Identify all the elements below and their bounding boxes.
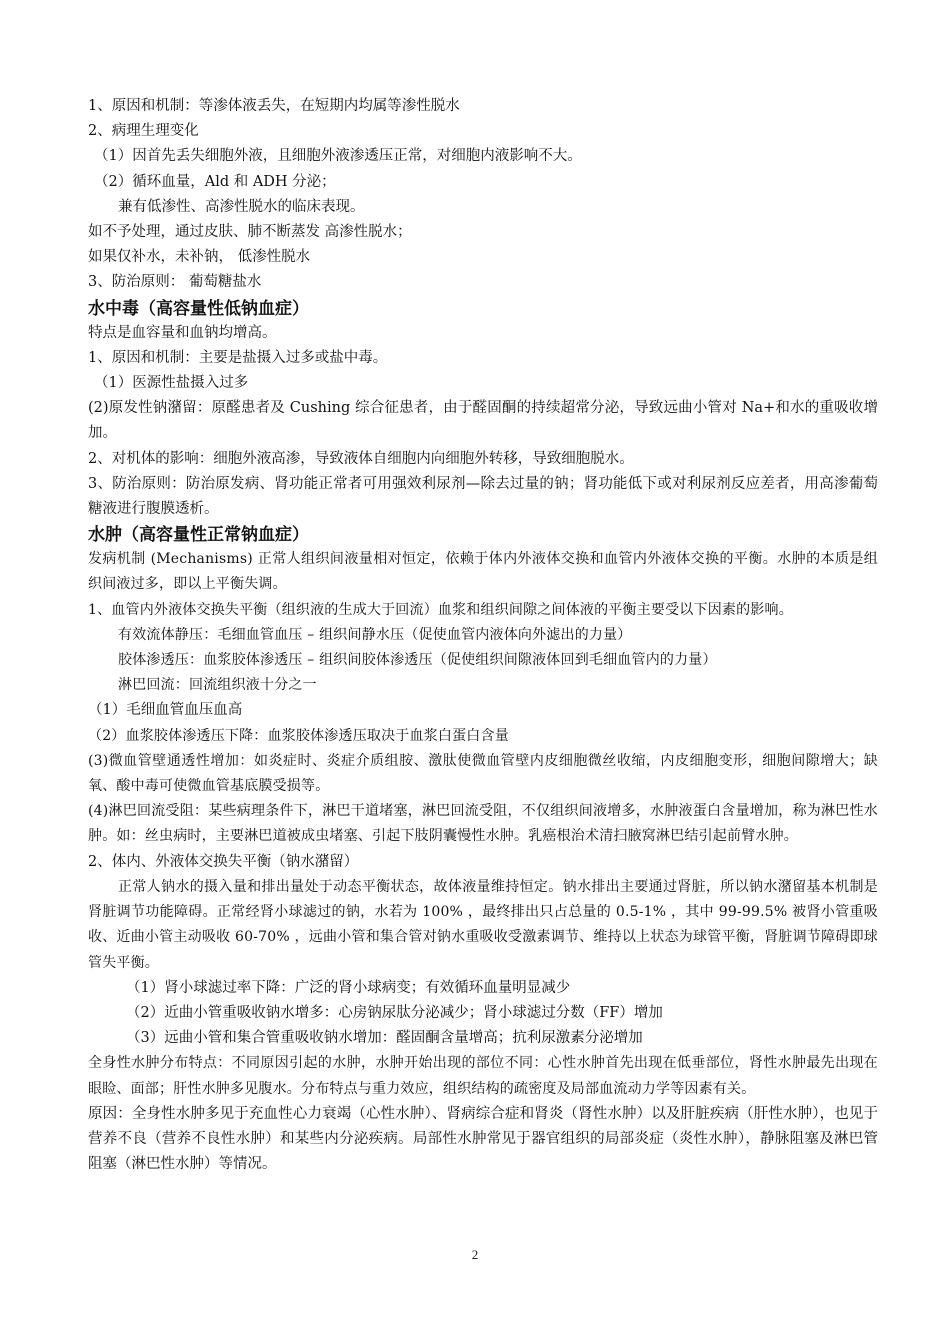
paragraph: (3)微血管壁通透性增加：如炎症时、炎症介质组胺、激肽使微血管壁内皮细胞微丝收缩，内皮细胞变形，细胞间隙增大；缺氧、酸中毒可使微血管基底膜受损等。	[88, 752, 878, 795]
document-body	[88, 94, 878, 1177]
text-line: 如不予处理，通过皮肤、肺不断蒸发 高渗性脱水；	[88, 224, 412, 241]
page-number: 2	[471, 1247, 479, 1262]
text-line: 3、防治原则： 葡萄糖盐水	[88, 274, 262, 291]
paragraph: 全身性水肿分布特点：不同原因引起的水肿，水肿开始出现的部位不同：心性水肿首先出现在低垂部位，肾性水肿最先出现在眼睑、面部；肝性水肿多见腹水。分布特点与重力效应，组织结构的疏密度及局部血流动力学等因素有关。	[88, 1055, 878, 1097]
paragraph: 有效流体静压：毛细血管血压 – 组织间静水压（促使血管内液体向外滤出的力量）	[118, 626, 632, 643]
section-heading: 水中毒（高容量性低钠血症）	[88, 298, 309, 319]
paragraph: 2、体内、外液体交换失平衡（钠水潴留）	[88, 853, 359, 870]
text-line: 2、病理生理变化	[88, 123, 199, 140]
text-line: 如果仅补水，未补钠， 低渗性脱水	[88, 249, 311, 266]
paragraph: （1）肾小球滤过率下降：广泛的肾小球病变；有效循环血量明显减少	[126, 979, 571, 996]
paragraph: （2）近曲小管重吸收钠水增多：心房钠尿肽分泌减少；肾小球滤过分数（FF）增加	[126, 1004, 663, 1021]
paragraph: （2）血浆胶体渗透压下降：血浆胶体渗透压取决于血浆白蛋白含量	[88, 727, 509, 744]
text-line: 1、原因和机制：等渗体液丢失，在短期内均属等渗性脱水	[88, 98, 460, 114]
paragraph: (2)原发性钠潴留：原醛患者及 Cushing 综合征患者，由于醛固酮的持续超常分泌，导致远曲小管对 Na+和水的重吸收增加。	[88, 400, 878, 442]
paragraph: (4)淋巴回流受阻：某些病理条件下，淋巴干道堵塞，淋巴回流受阻，不仅组织间液增多，水肿液蛋白含量增加，称为淋巴性水肿。如：丝虫病时，主要淋巴道被成虫堵塞、引起下肢阴囊慢性水肿。乳癌根治术清扫腋窝淋巴结引起前臂水肿。	[88, 803, 878, 845]
text-line: 兼有低渗性、高渗性脱水的临床表现。	[118, 198, 365, 215]
paragraph: 特点是血容量和血钠均增高。	[88, 324, 277, 341]
paragraph: 淋巴回流：回流组织液十分之一	[118, 677, 317, 694]
paragraph: 2、对机体的影响：细胞外液高渗，导致液体自细胞内向细胞外转移，导致细胞脱水。	[88, 450, 634, 467]
paragraph: 胶体渗透压：血浆胶体渗透压 – 组织间胶体渗透压（促使组织间隙液体回到毛细血管内的力量）	[118, 652, 717, 669]
paragraph: 发病机制 (Mechanisms) 正常人组织间液量相对恒定，依赖于体内外液体交换和血管内外液体交换的平衡。水肿的本质是组织间液过多，即以上平衡失调。	[88, 551, 878, 593]
paragraph: 3、防治原则：防治原发病、肾功能正常者可用强效利尿剂—除去过量的钠；肾功能低下或对利尿剂反应差者，用高渗葡萄糖液进行腹膜透析。	[88, 475, 878, 518]
paragraph: 原因：全身性水肿多见于充血性心力衰竭（心性水肿）、肾病综合症和肾炎（肾性水肿）以及肝脏疾病（肝性水肿），也见于营养不良（营养不良性水肿）和某些内分泌疾病。局部性水肿常见于器官组织的局部炎症（炎性水肿），静脉阻塞及淋巴管阻塞（淋巴性水肿）等情况。	[88, 1105, 878, 1173]
paragraph: 1、血管内外液体交换失平衡（组织液的生成大于回流）血浆和组织间隙之间体液的平衡主要受以下因素的影响。	[88, 601, 793, 618]
paragraph: 正常人钠水的摄入量和排出量处于动态平衡状态，故体液量维持恒定。钠水排出主要通过肾脏，所以钠水潴留基本机制是肾脏调节功能障碍。正常经肾小球滤过的钠，水若为 100% ，最终排出只占总量的 0.5-1% ，其中 99-99.5% 被肾小管重吸收、近曲小管主动吸收 60-70% ，远曲小管和集合管对钠水重吸收受激素调节、维持以上状态为球管平衡，肾脏调节障碍即球管失平衡。	[88, 878, 878, 971]
paragraph: 1、原因和机制：主要是盐摄入过多或盐中毒。	[88, 349, 388, 366]
text-line: （2）循环血量，Ald 和 ADH 分泌；	[94, 173, 336, 190]
section-heading: 水肿（高容量性正常钠血症）	[88, 525, 309, 546]
paragraph: （1）毛细血管血压血高	[88, 702, 243, 719]
paragraph: （3）远曲小管和集合管重吸收钠水增加：醛固酮含量增高；抗利尿激素分泌增加	[126, 1030, 643, 1047]
text-line: （1）因首先丢失细胞外液，且细胞外液渗透压正常，对细胞内液影响不大。	[94, 148, 582, 165]
paragraph: （1）医源性盐摄入过多	[94, 375, 249, 392]
